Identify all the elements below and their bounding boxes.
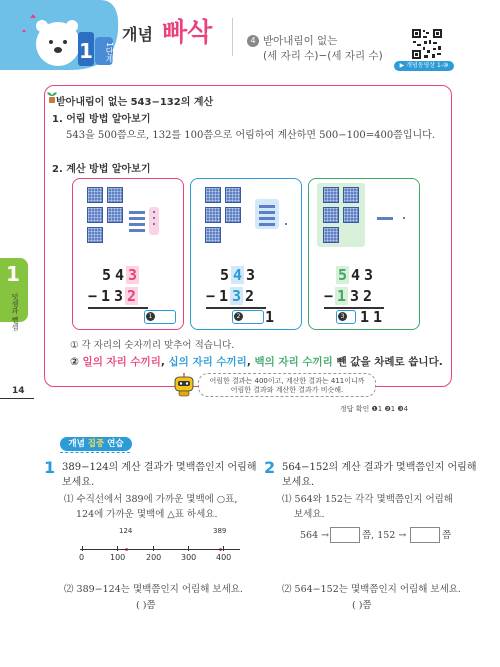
page-number: 14 bbox=[12, 386, 25, 396]
panel3-answer-number: 3 bbox=[338, 312, 347, 321]
svg-text:1: 1 bbox=[79, 39, 93, 63]
number-line bbox=[80, 549, 240, 550]
digit: 1 bbox=[218, 287, 229, 305]
question-1-sub1: ⑴ 수직선에서 389에 가까운 몇백에 ○표, 124에 가까운 몇백에 △표 하세요. bbox=[64, 494, 238, 520]
panel1-top-number bbox=[100, 266, 139, 284]
marker-389-label: 389 bbox=[213, 527, 227, 535]
topic-title-line1: 받아내림이 없는 bbox=[263, 35, 338, 47]
qr-code-icon[interactable] bbox=[411, 28, 443, 60]
question-2-expr-end: 쯤 bbox=[442, 530, 452, 541]
question-2-sub1: ⑴ 564와 152는 각각 몇백쯤인지 어림해 보세요. bbox=[282, 494, 453, 520]
hint-bubble: 어림한 결과는 400이고, 계산한 결과는 411이니까 어림한 결과와 계산한 결과가 비슷해. bbox=[198, 373, 376, 397]
step1-title: 1. 어림 방법 알아보기 bbox=[52, 114, 151, 125]
panel1-result-line bbox=[88, 307, 148, 309]
question-2-number: 2 bbox=[264, 458, 276, 477]
digit: 3 bbox=[245, 266, 256, 284]
step1-text: 543을 500쯤으로, 132를 100쯤으로 어림하여 계산하면 500−100=400쯤입니다. bbox=[66, 130, 435, 141]
tick-label: 0 bbox=[79, 553, 85, 562]
digit: 5 bbox=[219, 266, 230, 284]
panel2-result bbox=[263, 308, 276, 326]
digit: 1 bbox=[264, 308, 275, 326]
digit: 3 bbox=[231, 287, 242, 305]
digit: 4 bbox=[232, 266, 243, 284]
answer-box-152[interactable] bbox=[410, 527, 440, 543]
panel3-top-number bbox=[336, 266, 375, 284]
robot-mascot-icon bbox=[173, 373, 195, 397]
minus-sign: − bbox=[87, 287, 98, 305]
digit: 3 bbox=[349, 287, 360, 305]
question-2-expr-mid: 쯤, 152 → bbox=[362, 530, 407, 541]
header-title: 개념 bbox=[122, 25, 153, 44]
minus-sign: − bbox=[323, 287, 334, 305]
header-divider bbox=[232, 18, 233, 56]
tick-label: 400 bbox=[216, 553, 232, 562]
tick-label: 300 bbox=[181, 553, 197, 562]
panel1-answer-number: 1 bbox=[146, 312, 155, 321]
panel1-bottom-number bbox=[86, 287, 138, 305]
note-1: ① 각 자리의 숫자끼리 맞추어 적습니다. bbox=[70, 340, 235, 351]
panel2-bottom-number bbox=[204, 287, 256, 305]
answer-box-564[interactable] bbox=[330, 527, 360, 543]
question-2-sub2: ⑵ 564−152는 몇백쯤인지 어림해 보세요. bbox=[282, 584, 461, 595]
tick-400 bbox=[223, 546, 224, 551]
question-2-expr-a: 564 → bbox=[300, 530, 330, 541]
step2-title: 2. 계산 방법 알아보기 bbox=[52, 164, 151, 175]
minus-sign: − bbox=[205, 287, 216, 305]
tick-100 bbox=[117, 546, 118, 551]
panel2-top-number bbox=[218, 266, 257, 284]
tick-label: 200 bbox=[146, 553, 162, 562]
digit: 5 bbox=[337, 266, 348, 284]
topic-number-badge: 4 bbox=[247, 35, 259, 47]
panel3-bottom-number bbox=[322, 287, 374, 305]
marker-124-label: 124 bbox=[119, 527, 133, 535]
question-1-number: 1 bbox=[44, 458, 56, 477]
tick-0 bbox=[82, 546, 83, 551]
header-brand: 빠삭 bbox=[162, 18, 213, 48]
concept-video-link[interactable]: ▶ 개념동영상 1-⑩ bbox=[394, 61, 454, 71]
panel3-result bbox=[358, 308, 384, 326]
digit: 3 bbox=[363, 266, 374, 284]
topic-title-line2: (세 자리 수)−(세 자리 수) bbox=[263, 50, 383, 62]
unit-badge: 1단계 bbox=[95, 37, 113, 65]
note-2: ② 일의 자리 수끼리, 십의 자리 수끼리, 백의 자리 수끼리 뺀 값을 차례로 씁니다. bbox=[70, 356, 443, 368]
question-2-text: 564−152의 계산 결과가 몇백쯤인지 어림해 보세요. bbox=[282, 462, 477, 488]
tick-300 bbox=[188, 546, 189, 551]
panel2-result-line bbox=[206, 307, 266, 309]
practice-tag: 개념 집중 연습 bbox=[60, 437, 132, 451]
digit: 3 bbox=[113, 287, 124, 305]
tick-label: 100 bbox=[110, 553, 126, 562]
question-1-answer-blank[interactable]: ( )쯤 bbox=[136, 600, 156, 611]
tick-200 bbox=[153, 546, 154, 551]
panel2-answer-number: 2 bbox=[234, 312, 243, 321]
digit: 3 bbox=[127, 266, 138, 284]
digit: 2 bbox=[244, 287, 255, 305]
chapter-label: 덧셈과 뺄셈 bbox=[11, 293, 19, 331]
concept-section-title: 받아내림이 없는 543−132의 계산 bbox=[56, 97, 214, 108]
question-2-answer-blank[interactable]: ( )쯤 bbox=[352, 600, 372, 611]
chapter-number: 1 bbox=[6, 262, 20, 286]
digit: 1 bbox=[100, 287, 111, 305]
page-divider bbox=[0, 398, 34, 399]
digit: 1 bbox=[336, 287, 347, 305]
question-1-text: 389−124의 계산 결과가 몇백쯤인지 어림해 보세요. bbox=[62, 462, 257, 488]
digit: 1 bbox=[372, 308, 383, 326]
practice-dashed-line bbox=[60, 452, 130, 453]
digit: 1 bbox=[359, 308, 370, 326]
digit: 4 bbox=[350, 266, 361, 284]
answer-check: 정답 확인 ❶1 ❷1 ❸4 bbox=[340, 405, 409, 413]
digit: 5 bbox=[101, 266, 112, 284]
digit: 4 bbox=[114, 266, 125, 284]
digit: 2 bbox=[126, 287, 137, 305]
digit: 2 bbox=[362, 287, 373, 305]
question-1-sub2: ⑵ 389−124는 몇백쯤인지 어림해 보세요. bbox=[64, 584, 243, 595]
